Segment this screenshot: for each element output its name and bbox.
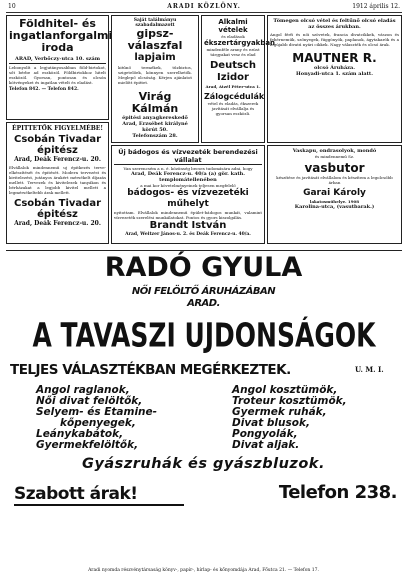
csoban-address-2: Arad, Deák Ferencz-u. 20. (14, 220, 101, 227)
virag-title-1: gipsz-válaszfal (127, 27, 183, 52)
badogos-line-2: a mai kor követelményeinek teljesen megfelelő (140, 183, 236, 188)
virag-top: Saját találmányu szabadalmazott (133, 18, 177, 28)
garai-sub: készítése és javítását elvállalom és készítem a legolcsóbb árban (276, 175, 393, 185)
badogos-shop: bádogos- és vízvezetéki műhelyt (127, 188, 249, 209)
ad-garai (267, 145, 402, 244)
foldhitel-address: ARAD, Verbőczy-utca 10. szám (14, 56, 101, 62)
virag-phone: Telefonszám 28. (132, 133, 178, 139)
csoban-name: Csobán Tivadar épitész (13, 134, 102, 156)
page-header (6, 2, 402, 13)
garai-intro: Vaskapu, ondrasolyok, mondó (292, 148, 377, 154)
mautner-body-1: Tömegen olcsó vétel és feltűnő olcsó eladás (273, 18, 396, 24)
garai-intro-2: és mindennemű Sz. (314, 154, 355, 159)
issue-date: 1912 április 12. (352, 3, 400, 10)
newspaper-title: ARADI KÖZLÖNY. (167, 3, 241, 10)
deutsch-sub: és eladások (221, 34, 245, 39)
ad-virag (111, 15, 199, 143)
right-item: Pongyolák, (232, 428, 298, 440)
ad-csoban (6, 122, 109, 244)
rado-tag-note: U. M. I. (355, 365, 384, 374)
foldhitel-phone: Telefon 842. — Telefon 842. (9, 87, 79, 92)
right-item: Divat aljak. (232, 439, 300, 451)
virag-address: Arad, Erzsébet királyné körút 50. (122, 121, 188, 133)
left-item: Selyem- és Etamine- (36, 406, 158, 418)
rado-tagline: TELJES VÁLASZTÉKBAN MEGÉRKEZTEK. (10, 362, 291, 378)
csoban-name-2: Csobán Tivadar épitész (13, 198, 102, 220)
left-item: Női divat felöltők, (36, 395, 143, 407)
deutsch-mid: mindenféle arany és ezüst tárgyakat vesz és elad (206, 47, 260, 57)
badogos-line: Van szerencsém a n. é. közönség becses tudomására adni, hogy (123, 166, 253, 171)
rado-city: ARAD. (187, 298, 220, 309)
rado-sub: NŐI FELÖLTŐ ÁRUHÁZÁBAN (131, 286, 276, 297)
rado-gyasz: Gyászruhák és gyászbluzok. (82, 456, 325, 472)
rado-name: RADÓ GYULA (104, 252, 303, 283)
deutsch-top: Alkalmi vételek (218, 18, 248, 34)
ad-foldhitel (6, 15, 113, 120)
divider (6, 250, 402, 251)
virag-title-2: lapjaim (134, 52, 176, 63)
deutsch-title: ékszertárgyakban (204, 39, 276, 47)
badogos-body: nyitottam. Elvállalok mindennemű épület-bádogos munkát, valamint vízvezeték szerelési munkálatokat. Pontos és gyors kiszolgálás. (114, 210, 262, 220)
deutsch-name: Deutsch Izidor (210, 60, 256, 83)
badogos-addr: Arad, Deák Ferencz-u. 40/a (a) gör. kath. templomátellenében (130, 171, 246, 183)
mautner-address: Honyadi-utca 1. szám alatt. (296, 71, 373, 77)
csoban-kicker: ÉPITTETŐK FIGYELMÉBE! (12, 125, 103, 132)
virag-name: Virág Kálmán (131, 90, 179, 115)
right-item: Troteur kosztümök, (232, 395, 347, 407)
left-item: Leánykabátok, (36, 428, 124, 440)
ad-mautner (267, 15, 402, 143)
csoban-body: Elvállalok mindennemű uj épitkezés terve-elkészítését és épitését. Modern tervezést és kivitelezést, jutányos árakért mérsékelt díjazás mellett. Tervezek és kivitelezek tanyákon és bérházakat a legjobb kivitel mellett a legmérsékeltebb árak mellett. (9, 165, 106, 195)
left-item: Gyermekfelöltők, (36, 439, 139, 451)
imprint-footer: Aradi nyomda részvénytársaság könyv-, papír-, hírlap- és kőnyomdája Arad, Főutca 21. — Telefon 17. (88, 568, 319, 573)
right-item: Gyermek ruhák, (232, 406, 327, 418)
badogos-foot: Arad, Weitzer János-u. 2. és Deák Ferencz-u. 40/a. (125, 232, 251, 237)
deutsch-title-2: Zálogcédulák (204, 92, 265, 101)
right-item: Angol kosztümök, (232, 384, 338, 396)
page-number: 10 (8, 3, 16, 10)
ad-deutsch (201, 15, 276, 143)
garai-title: vasbutor (304, 161, 365, 175)
mautner-sub: olcsó Áruháza. (313, 65, 355, 71)
mautner-name: MAUTNER R. (292, 51, 377, 65)
deutsch-addr: Arad, Atzél Péter-utca 1. (205, 84, 261, 89)
mautner-body-2: az összes árukban. (308, 24, 361, 30)
csoban-address: Arad, Deák Ferencz-u. 20. (14, 156, 101, 163)
ad-badogos (111, 145, 265, 244)
rado-prices: Szabott árak! (14, 484, 184, 506)
left-item: Angol raglanok, (36, 384, 130, 396)
deutsch-body: vétel és eladás, ékszerek javítását elvállalja és gyorsan eszközli. (207, 101, 259, 116)
left-item: kőpenyegek, (60, 417, 136, 429)
garai-address: Karolina-utca, (vasutbarak.) (294, 204, 375, 210)
rado-phone: Telefon 238. (278, 482, 397, 503)
mautner-body-3: Angol férfi és női szövetek, francia divatcikkek, vászon és fehérneműk, szőnyegek, függönyök, paplanok, ágytakarók és a legújabb divatú nyári cikkek. Nagy választék és olcsó árak. (270, 32, 399, 47)
foldhitel-title: Földhitel- és ingatlanforgalmi iroda (9, 17, 113, 54)
rado-right-list (232, 385, 402, 451)
badogos-title: Új bádogos és vízvezeték berendezési vállalat (114, 148, 262, 165)
rado-headline: A TAVASZI UJDONSÁGOK (32, 316, 376, 355)
garai-name: Garai Károly (303, 188, 366, 198)
rado-left-list (36, 385, 211, 451)
virag-sub: épitési anyagkereskedő (122, 115, 188, 121)
badogos-name: Brandt István (149, 220, 227, 231)
right-item: Divat blusok, (232, 417, 310, 429)
virag-body: kitűnő termékek, tűzbiztos, szigetelőek, könnyen szerelhetők. Meglepő olcsóság. Kérjen ajánlatot mielőtt épittet. (118, 65, 192, 85)
garai-sub-2: lakatosműhelye. 1908 (309, 199, 360, 204)
foldhitel-body: Lebonyolít a legjutányosabban föld-birtokot, sőt bérbe ad eszközöl. Földbirtokhoz hitelt eszközöl. Gyorsan, pontosan és olcsón kötvényeket és ingatlan vételt és eladást. (9, 65, 106, 85)
